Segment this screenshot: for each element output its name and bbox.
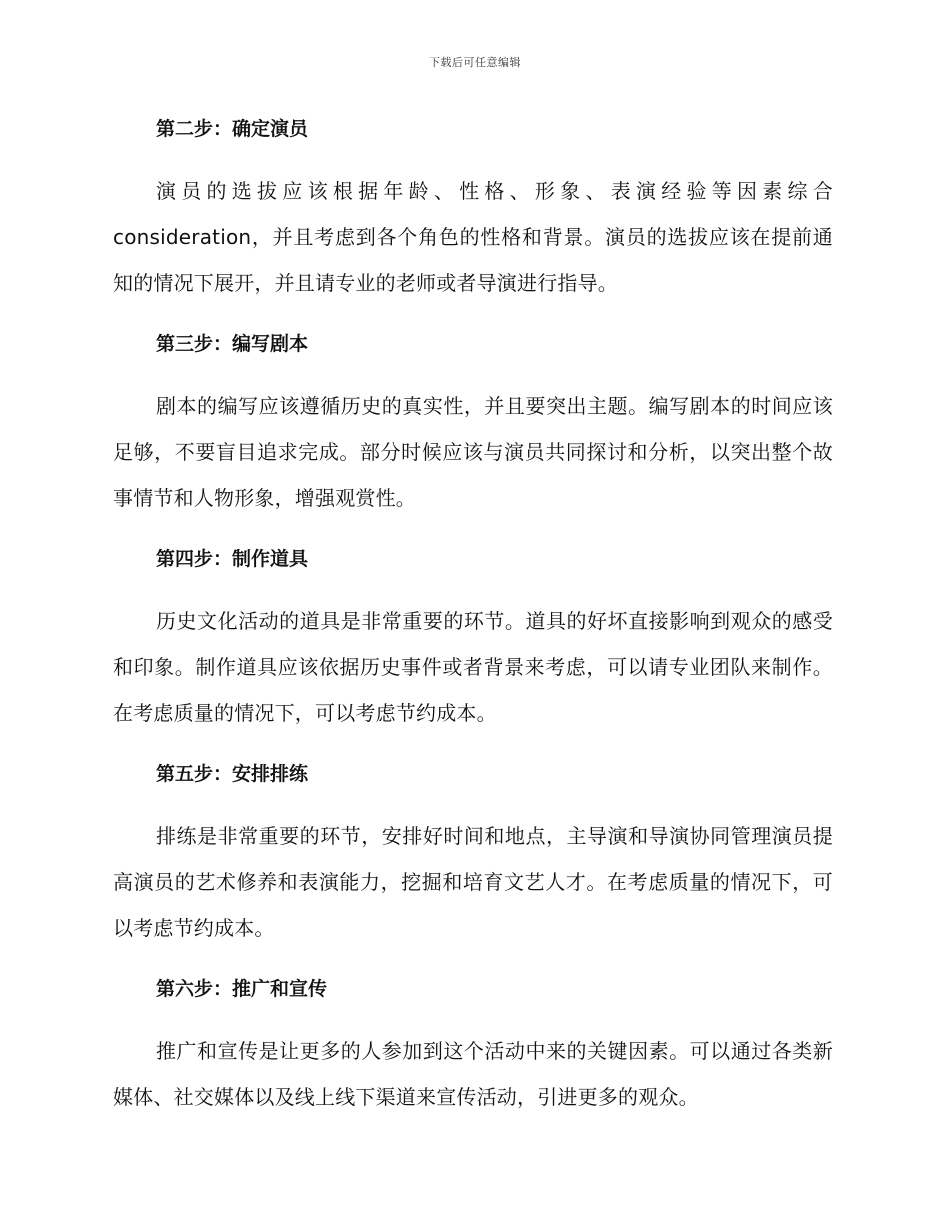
section-step-5	[113, 757, 833, 951]
section-paragraph: 历史文化活动的道具是非常重要的环节。道具的好坏直接影响到观众的感受和印象。制作道具应该依据历史事件或者背景来考虑，可以请专业团队来制作。在考虑质量的情况下，可以考虑节约成本。	[113, 609, 833, 725]
section-step-3	[113, 327, 833, 521]
section-paragraph: 剧本的编写应该遵循历史的真实性，并且要突出主题。编写剧本的时间应该足够，不要盲目追求完成。部分时候应该与演员共同探讨和分析，以突出整个故事情节和人物形象，增强观赏性。	[113, 394, 833, 510]
section-paragraph: 排练是非常重要的环节，安排好时间和地点，主导演和导演协同管理演员提高演员的艺术修养和表演能力，挖掘和培育文艺人才。在考虑质量的情况下，可以考虑节约成本。	[113, 824, 833, 940]
section-heading: 第五步：安排排练	[156, 763, 309, 785]
section-paragraph: 演员的选拔应该根据年龄、性格、形象、表演经验等因素综合consideration，并且考虑到各个角色的性格和背景。演员的选拔应该在提前通知的情况下展开，并且请专业的老师或者导演进行指导。	[113, 179, 833, 295]
section-step-2	[113, 112, 833, 306]
section-heading: 第四步：制作道具	[156, 548, 309, 570]
section-heading: 第三步：编写剧本	[156, 333, 309, 355]
document-body	[113, 112, 833, 1141]
section-paragraph: 推广和宣传是让更多的人参加到这个活动中来的关键因素。可以通过各类新媒体、社交媒体以及线上线下渠道来宣传活动，引进更多的观众。	[113, 1039, 833, 1109]
section-step-6	[113, 972, 833, 1120]
section-step-4	[113, 542, 833, 736]
section-heading: 第二步：确定演员	[156, 118, 309, 140]
page-header: 下载后可任意编辑	[429, 56, 521, 69]
section-heading: 第六步：推广和宣传	[156, 978, 328, 1000]
